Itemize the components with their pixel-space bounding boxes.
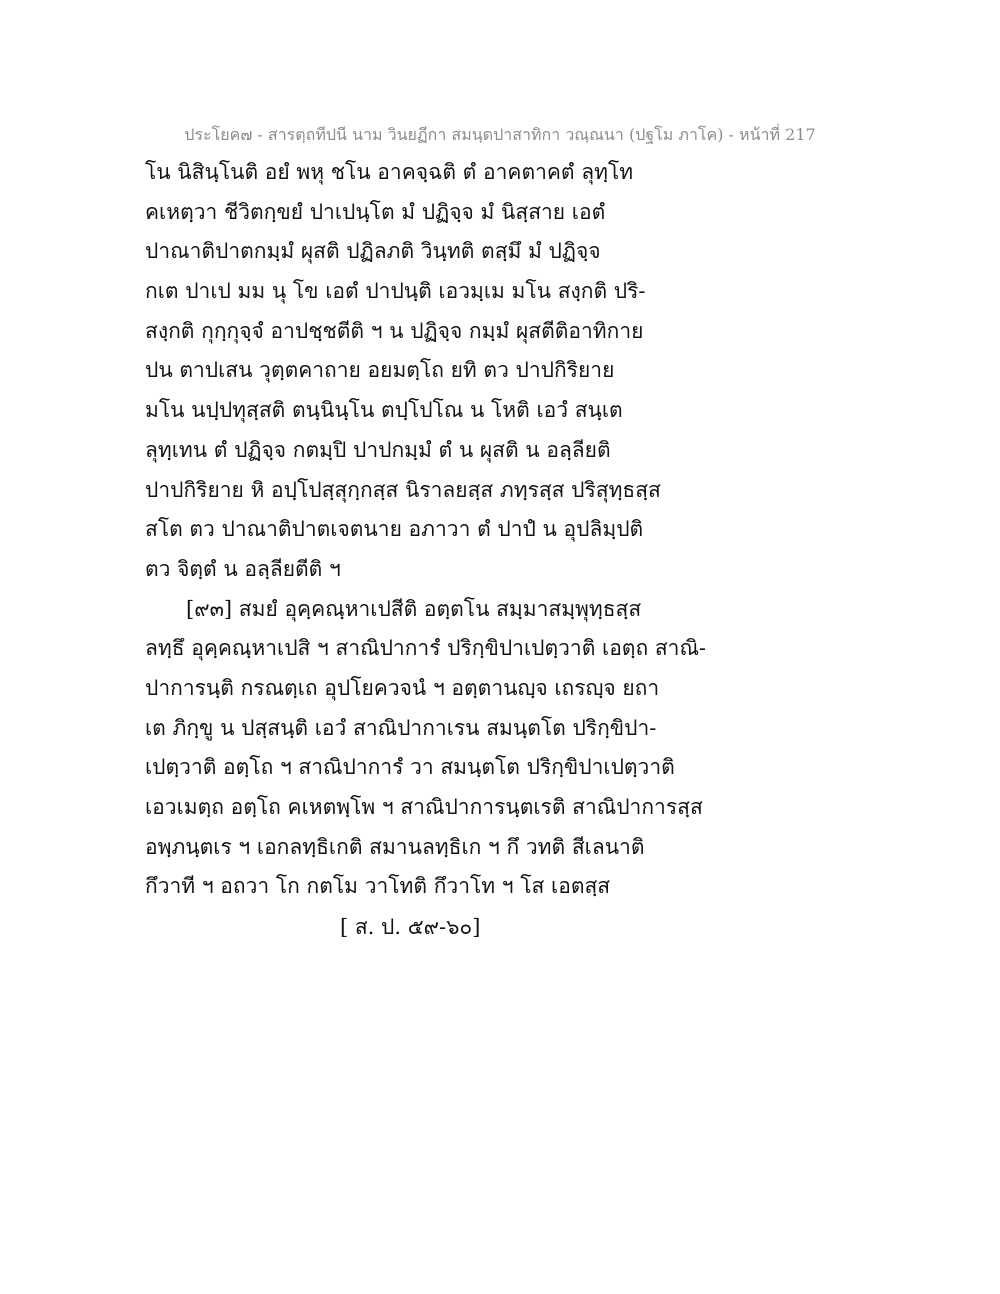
page-reference: [ ส. ป. ๕๙-๖๐] — [340, 915, 481, 939]
text-line: ปน ตาปเสน วุตฺตคาถาย อยมตฺโถ ยทิ ตว ปาปกิริยาย — [145, 358, 615, 383]
text-line: สโต ตว ปาณาติปาตเจตนาย อภาวา ตํ ปาปํ น อุปลิมฺปติ — [145, 517, 644, 542]
text-line: เอวเมตฺถ อตฺโถ คเหตพฺโพ ฯ สาณิปาการนฺตเรติ สาณิปาการสฺส — [145, 795, 703, 819]
text-line: เปตฺวาติ อตฺโถ ฯ สาณิปาการํ วา สมนฺตโต ปริกฺขิปาเปตฺวาติ — [145, 755, 675, 780]
body-text — [145, 153, 845, 907]
text-line: อพฺภนฺตเร ฯ เอกลทฺธิเกติ สมานลทฺธิเก ฯ กึ วทติ สีเลนาติ — [145, 834, 645, 859]
text-line: สงฺกติ กุกฺกุจฺจํ อาปชฺชตีติ ฯ น ปฏิจฺจ กมฺมํ ผุสตีติอาทิกาย — [145, 318, 644, 343]
paragraph — [145, 590, 845, 908]
paragraph — [145, 153, 845, 590]
text-line: เต ภิกฺขู น ปสฺสนฺติ เอวํ สาณิปากาเรน สมนฺตโต ปริกฺขิปา- — [145, 715, 657, 740]
text-line: คเหตฺวา ชีวิตกฺขยํ ปาเปนฺโต มํ ปฏิจฺจ มํ นิสฺสาย เอตํ — [145, 199, 606, 224]
text-line: มโน นปฺปทุสฺสติ ตนฺนินฺโน ตปฺโปโณ น โหติ เอวํ สนฺเต — [145, 398, 623, 423]
text-line: ปาการนฺติ กรณตฺเถ อุปโยควจนํ ฯ อตฺตานญฺจ เถรญฺจ ยถา — [145, 675, 660, 700]
text-line: ปาปกิริยาย หิ อปฺโปสฺสุกฺกสฺส นิราลยสฺส ภทฺรสฺส ปริสุทฺธสฺส — [145, 477, 661, 502]
running-header: ประโยค๗ - สารตฺถทีปนี นาม วินยฏีกา สมนฺตปาสาทิกา วณฺณนา (ปฐโม ภาโค) - หน้าที่ 217 — [184, 125, 816, 144]
text-line: กึวาที ฯ อถวา โก กตโม วาโทติ กึวาโท ฯ โส เอตสฺส — [145, 874, 611, 899]
text-line: ลทฺธึ อุคฺคณฺหาเปสิ ฯ สาณิปาการํ ปริกฺขิปาเปตฺวาติ เอตฺถ สาณิ- — [145, 636, 707, 661]
text-line: โน นิสินฺโนติ อยํ พหุ ชโน อาคจฺฉติ ตํ อาคตาคตํ ลุทฺโท — [145, 160, 634, 184]
text-line: ปาณาติปาตกมฺมํ ผุสติ ปฏิลภติ วินฺทติ ตสฺมึ มํ ปฏิจฺจ — [145, 239, 601, 264]
text-line: กเต ปาเป มม นุ โข เอตํ ปาปนฺติ เอวมฺเม มโน สงฺกติ ปริ- — [145, 279, 646, 304]
text-line: ตว จิตฺตํ น อลฺลียตีติ ฯ — [145, 556, 341, 581]
text-line: ลุทฺเทน ตํ ปฏิจฺจ กตมฺปิ ปาปกมฺมํ ตํ น ผุสติ น อลฺลียติ — [145, 437, 611, 462]
text-line-section-start: [๙๓] สมยํ อุคฺคณฺหาเปสีติ อตฺตโน สมฺมาสมฺพุทฺธสฺส — [186, 596, 642, 621]
